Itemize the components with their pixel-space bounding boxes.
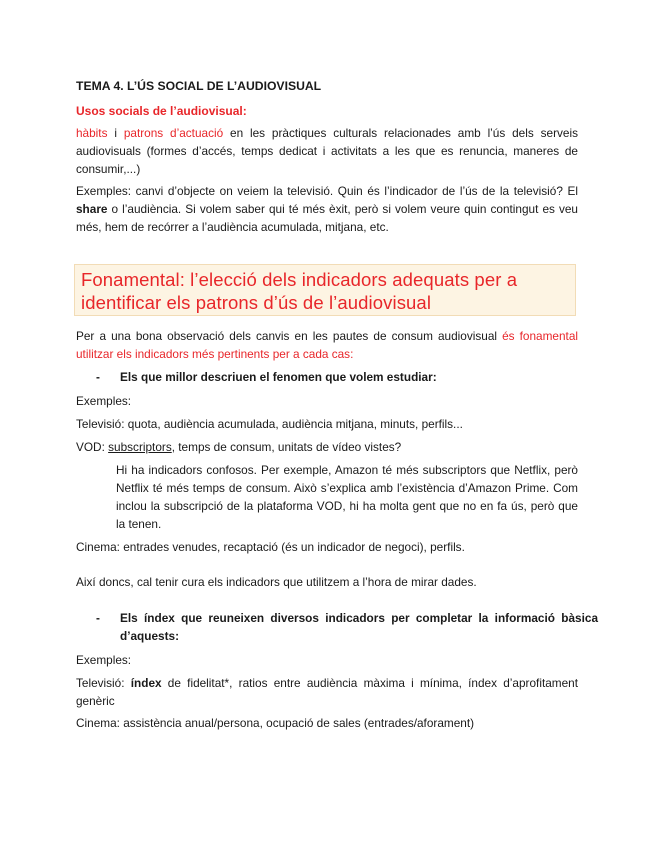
examples-intro-text-2: o l’audiència. Si volem saber qui té més èxit, però si volem veure quin contingut es veu més, hem de recórrer a l’audiència acumulada, mitjana, etc. [76,202,578,234]
vod-prefix: VOD: [76,440,109,454]
highlight-patterns: patrons d’actuació [123,126,224,140]
examples-intro-text-1: Exemples: canvi d’objecte on veiem la televisió. Quin és l’indicador de l’ús de la televisió? El [76,184,578,198]
highlight-habits: hàbits [76,126,108,140]
tv-examples-1: Televisió: quota, audiència acumulada, audiència mitjana, minuts, perfils... [76,417,463,431]
tv2-prefix: Televisió: [76,676,131,690]
intro-text-2: en les pràctiques culturals relacionades amb l’ús dels serveis audiovisuals (formes d’accés, temps dedicat i activitats a les que es renuncia, maneres de consumir,...) [76,126,578,176]
examples-intro-paragraph [76,182,578,236]
bullet-dash: - [96,370,100,384]
tv2-rest: de fidelitat*, ratios entre audiència màxima i mínima, índex d’aprofitament genèric [76,676,579,708]
bullet-text: Els que millor descriuen el fenomen que volem estudiar: [120,370,437,384]
examples-label-1: Exemples: [76,394,132,408]
callout-box [74,264,576,316]
index-term: índex [130,676,162,690]
observation-paragraph [76,327,578,363]
bullet-text: Els índex que reuneixen diversos indicadors per completar la informació bàsica d’aquests: [120,611,598,643]
examples-label-2: Exemples: [76,653,132,667]
cinema-examples-2: Cinema: assistència anual/persona, ocupació de sales (entrades/aforament) [76,716,475,730]
subscriptors-term: subscriptors [108,440,172,454]
observation-highlight: és fonamental utilitzar els indicadors més pertinents per a cada cas: [76,329,579,361]
bullet-dash: - [96,611,100,625]
observation-text: Per a una bona observació dels canvis en les pautes de consum audiovisual [76,329,503,343]
share-term: share [76,202,108,216]
document-title: TEMA 4. L’ÚS SOCIAL DE L’AUDIOVISUAL [76,79,322,93]
callout-heading: Fonamental: l’elecció dels indicadors adequats per a identificar els patrons d’ús de l’audiovisual [81,269,518,313]
intro-paragraph [76,124,578,178]
indented-note: Hi ha indicadors confosos. Per exemple, Amazon té més subscriptors que Netflix, però Netflix té més temps de consum. Això s’explica amb l’existència d’Amazon Prime. Com inclou la subscripció de la plataforma VOD, hi ha molta gent que no en fa ús, però que la tenen. [116,463,578,531]
vod-rest: , temps de consum, unitats de vídeo vistes? [171,440,402,454]
vod-examples [76,438,578,456]
tv-examples-2 [76,674,578,710]
intro-text-1: i [107,126,124,140]
cinema-examples-1: Cinema: entrades venudes, recaptació (és un indicador de negoci), perfils. [76,540,465,554]
conclusion-paragraph: Així doncs, cal tenir cura els indicadors que utilitzem a l’hora de mirar dades. [76,575,477,589]
section-subtitle: Usos socials de l’audiovisual: [76,104,247,118]
